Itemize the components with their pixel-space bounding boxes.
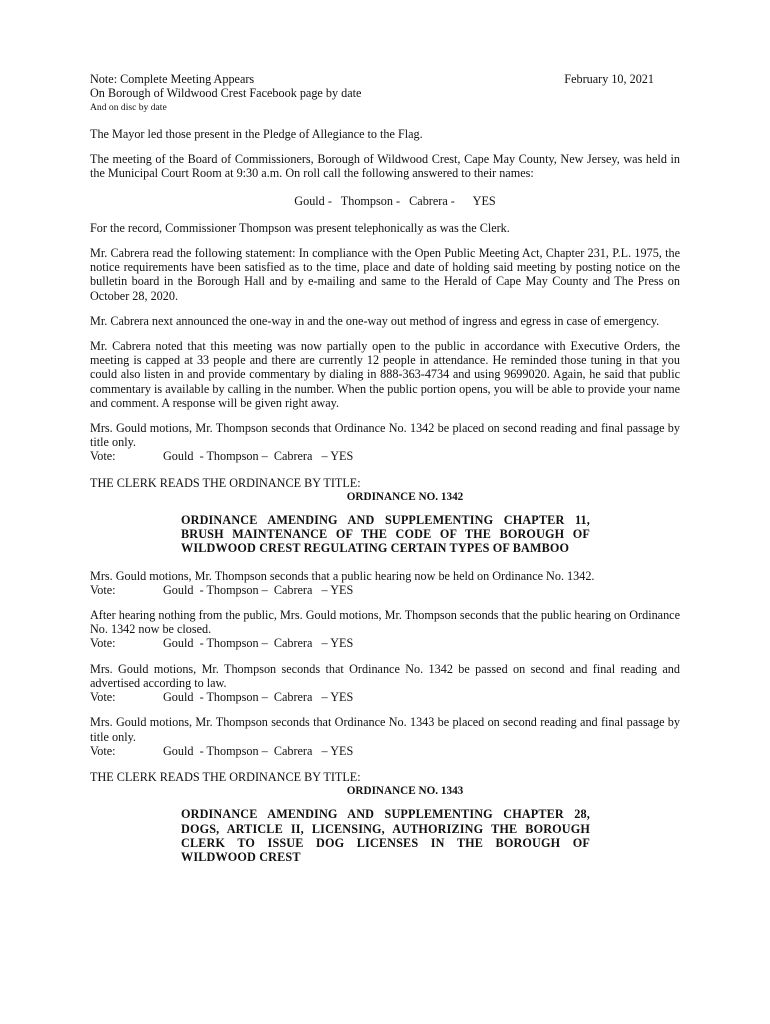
vote-line: [90, 744, 680, 758]
motion-block-1: [90, 421, 680, 464]
document-header: [90, 72, 680, 116]
motion-text: Mrs. Gould motions, Mr. Thompson seconds that Ordinance No. 1343 be placed on second reading and final passage by title only.: [90, 715, 680, 744]
motion-text: Mrs. Gould motions, Mr. Thompson seconds that a public hearing now be held on Ordinance No. 1342.: [90, 568, 595, 583]
vote-result: Gould - Thompson – Cabrera – YES: [163, 636, 354, 651]
vote-result: Gould - Thompson – Cabrera – YES: [163, 582, 354, 597]
vote-line: [90, 583, 680, 597]
vote-result: Gould - Thompson – Cabrera – YES: [163, 743, 354, 758]
motion-block-3: [90, 608, 680, 651]
meeting-date: February 10, 2021: [564, 72, 654, 86]
document-page: [90, 72, 680, 864]
vote-label: Vote:: [90, 636, 116, 651]
vote-label: Vote:: [90, 743, 116, 758]
ordinance-number: ORDINANCE NO. 1343: [346, 785, 464, 798]
pledge-paragraph: The Mayor led those present in the Pledge of Allegiance to the Flag.: [90, 127, 423, 141]
vote-label: Vote:: [90, 582, 116, 597]
clerk-reads-heading: THE CLERK READS THE ORDINANCE BY TITLE:: [90, 769, 361, 784]
vote-label: Vote:: [90, 690, 116, 705]
vote-line: [90, 690, 680, 704]
header-facebook-note: On Borough of Wildwood Crest Facebook page by date: [90, 86, 362, 100]
motion-block-5: [90, 715, 680, 758]
roll-call: Gould - Thompson - Cabrera - YES: [294, 193, 496, 208]
motion-text: After hearing nothing from the public, Mrs. Gould motions, Mr. Thompson seconds that the public hearing on Ordinance No. 1342 now be closed.: [90, 608, 680, 637]
clerk-reads-heading: THE CLERK READS THE ORDINANCE BY TITLE:: [90, 475, 361, 490]
vote-line: [90, 449, 680, 463]
vote-result: Gould - Thompson – Cabrera – YES: [163, 449, 354, 464]
executive-orders-paragraph: Mr. Cabrera noted that this meeting was now partially open to the public in accordance with Executive Orders, the meeting is capped at 33 people and there are currently 12 people in attendance. He reminded those tuning in that you could also listen in and provide commentary by dialing in 888-363-4734 and using 9699020. Again, he said that public commentary is available by calling in the number. When the public portion opens, you will be able to provide your name and comment. A response will be given right away.: [90, 339, 680, 410]
vote-label: Vote:: [90, 449, 116, 464]
motion-text: Mrs. Gould motions, Mr. Thompson seconds that Ordinance No. 1342 be passed on second and final reading and advertised according to law.: [90, 661, 680, 690]
statement-paragraph: Mr. Cabrera read the following statement: In compliance with the Open Public Meeting Act, Chapter 231, P.L. 1975, the notice requirements have been satisfied as to the time, place and date of holding said meeting by posting notice on the bulletin board in the Borough Hall and by e-mailing and same to the Herald of Cape May County and The Press on October 28, 2020.: [90, 246, 680, 303]
ordinance-title: ORDINANCE AMENDING AND SUPPLEMENTING CHAPTER 28, DOGS, ARTICLE II, LICENSING, AUTHORIZING THE BOROUGH CLERK TO ISSUE DOG LICENSES IN THE BOROUGH OF WILDWOOD CREST: [181, 807, 590, 864]
vote-line: [90, 636, 680, 650]
ordinance-title: ORDINANCE AMENDING AND SUPPLEMENTING CHAPTER 11, BRUSH MAINTENANCE OF THE CODE OF THE BOROUGH OF WILDWOOD CREST REGULATING CERTAIN TYPES OF BAMBOO: [181, 513, 590, 556]
vote-result: Gould - Thompson – Cabrera – YES: [163, 690, 354, 705]
header-note: Note: Complete Meeting Appears: [90, 72, 255, 86]
meeting-paragraph: The meeting of the Board of Commissioners, Borough of Wildwood Crest, Cape May County, New Jersey, was held in the Municipal Court Room at 9:30 a.m. On roll call the following answered to their names:: [90, 152, 680, 181]
ordinance-number: ORDINANCE NO. 1342: [346, 490, 464, 503]
motion-text: Mrs. Gould motions, Mr. Thompson seconds that Ordinance No. 1342 be placed on second reading and final passage by title only.: [90, 421, 680, 450]
egress-paragraph: Mr. Cabrera next announced the one-way in and the one-way out method of ingress and egress in case of emergency.: [90, 313, 660, 328]
record-paragraph: For the record, Commissioner Thompson was present telephonically as was the Clerk.: [90, 220, 510, 235]
motion-block-2: [90, 569, 680, 597]
header-disc-note: And on disc by date: [90, 102, 167, 113]
motion-block-4: [90, 662, 680, 705]
